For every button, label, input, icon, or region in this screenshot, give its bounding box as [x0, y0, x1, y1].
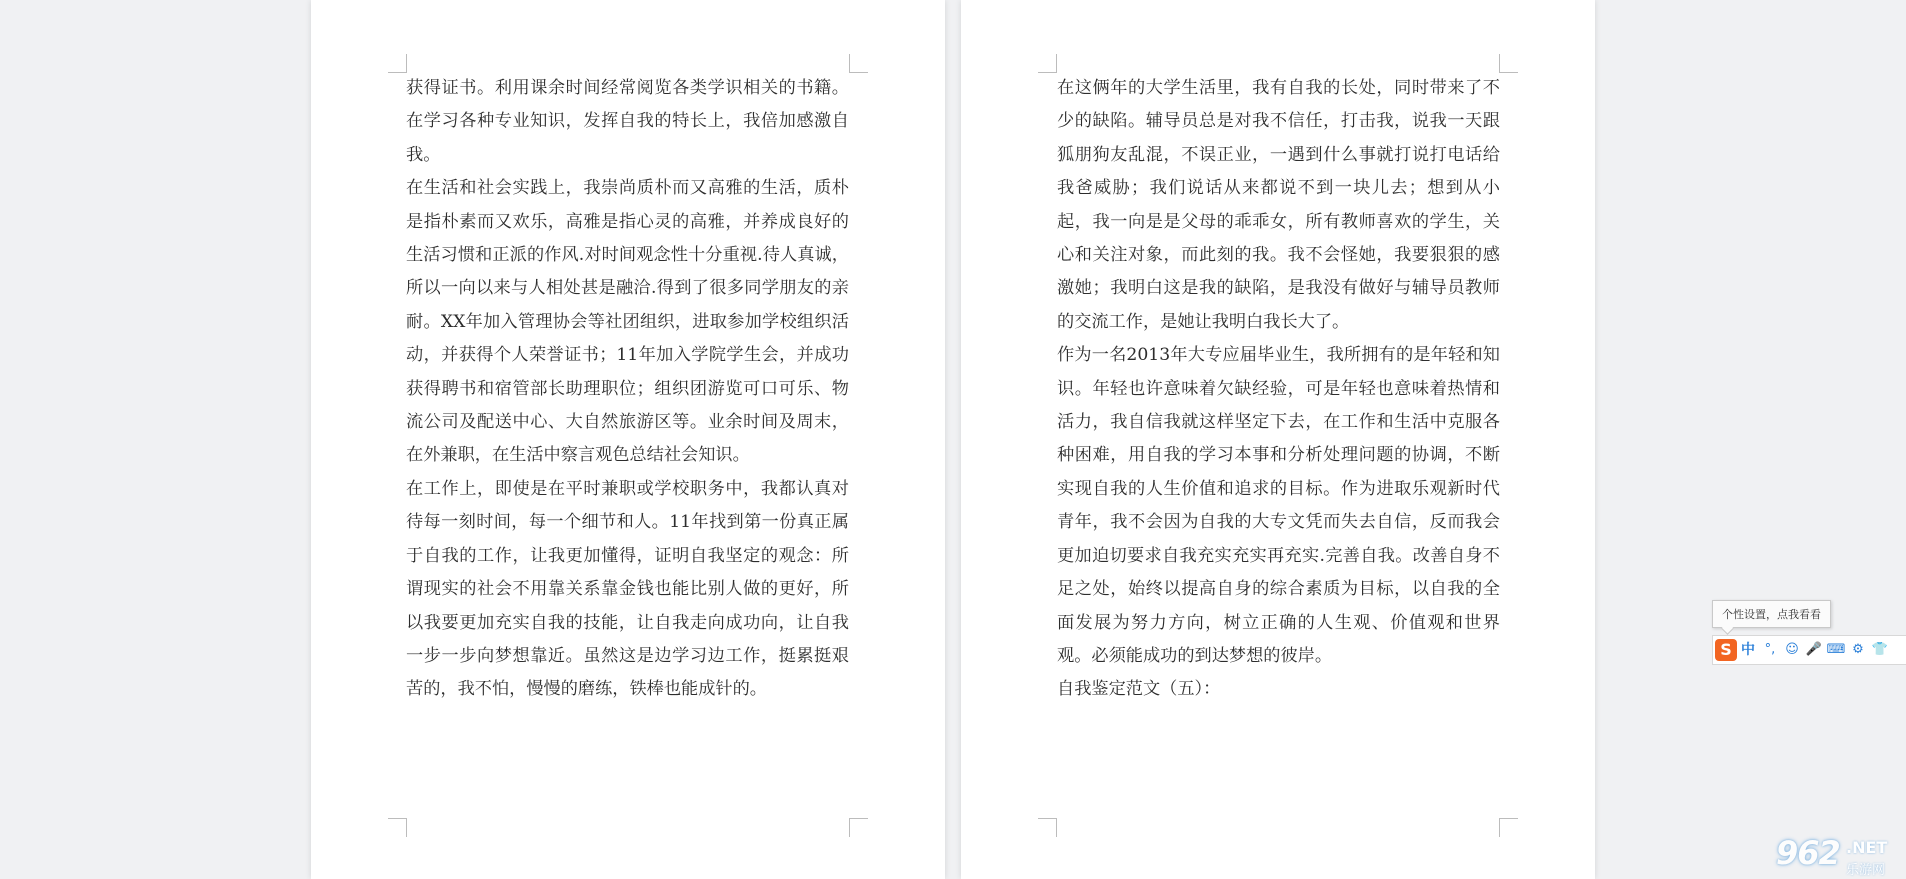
crop-mark-top-left: [1038, 54, 1057, 73]
page-text-area[interactable]: [406, 72, 849, 707]
document-page-right: [961, 0, 1595, 879]
ime-status-bar[interactable]: [1712, 635, 1906, 665]
paragraph: 在生活和社会实践上，我崇尚质朴而又高雅的生活，质朴是指朴素而又欢乐，高雅是指心灵的高雅，并养成良好的生活习惯和正派的作风.对时间观念性十分重视.待人真诚，所以一向以来与人相处甚是融洽.得到了很多同学朋友的亲耐。XX年加入管理协会等社团组织，进取参加学校组织活动，并获得个人荣誉证书；11年加入学院学生会，并成功获得聘书和宿管部长助理职位；组织团游览可口可乐、物流公司及配送中心、大自然旅游区等。业余时间及周末，在外兼职，在生活中察言观色总结社会知识。: [406, 178, 849, 466]
keyboard-icon[interactable]: ⌨: [1826, 642, 1846, 657]
toolbox-icon[interactable]: ⚙: [1852, 642, 1864, 657]
crop-mark-bottom-left: [1038, 818, 1057, 837]
paragraph: 在工作上，即使是在平时兼职或学校职务中，我都认真对待每一刻时间，每一个细节和人。11年找到第一份真正属于自我的工作，让我更加懂得，证明自我坚定的观念：所谓现实的社会不用靠关系靠金钱也能比别人做的更好，所以我要更加充实自我的技能，让自我走向成功向，让自我一步一步向梦想靠近。虽然这是边学习边工作，挺累挺艰苦的，我不怕，慢慢的磨练，铁棒也能成针的。: [406, 478, 849, 700]
ime-tooltip[interactable]: 个性设置，点我看看: [1712, 600, 1831, 628]
site-watermark: [1770, 834, 1906, 879]
crop-mark-top-right: [849, 54, 868, 73]
paragraph: 获得证书。利用课余时间经常阅览各类学识相关的书籍。在学习各种专业知识，发挥自我的特长上，我倍加感激自我。: [406, 78, 849, 165]
skin-icon[interactable]: 👕: [1871, 642, 1889, 657]
watermark-tagline: 乐游网: [1846, 863, 1886, 878]
crop-mark-top-right: [1499, 54, 1518, 73]
crop-mark-bottom-right: [849, 818, 868, 837]
watermark-suffix: .NET: [1846, 838, 1888, 857]
microphone-icon[interactable]: 🎤: [1805, 642, 1823, 657]
crop-mark-bottom-left: [388, 818, 407, 837]
paragraph: 作为一名2013年大专应届毕业生，我所拥有的是年轻和知识。年轻也许意味着欠缺经验，可是年轻也意味着热情和活力，我自信我就这样坚定下去，在工作和生活中克服各种困难，用自我的学习本事和分析处理问题的协调，不断实现自我的人生价值和追求的目标。作为进取乐观新时代青年，我不会因为自我的大专文凭而失去自信，反而我会更加迫切要求自我充实充实再充实.完善自我。改善自身不足之处，始终以提高自身的综合素质为目标，以自我的全面发展为努力方向，树立正确的人生观、价值观和世界观。必须能成功的到达梦想的彼岸。: [1057, 345, 1500, 666]
crop-mark-bottom-right: [1499, 818, 1518, 837]
watermark-brand: 962: [1776, 834, 1840, 872]
punctuation-icon[interactable]: °,: [1764, 642, 1776, 657]
crop-mark-top-left: [388, 54, 407, 73]
emoji-icon[interactable]: ☺: [1785, 642, 1799, 657]
document-page-left: [311, 0, 945, 879]
section-heading: 自我鉴定范文（五）：: [1057, 679, 1221, 700]
paragraph: 在这俩年的大学生活里，我有自我的长处，同时带来了不少的缺陷。辅导员总是对我不信任，打击我，说我一天跟狐朋狗友乱混，不误正业，一遇到什么事就打说打电话给我爸威胁；我们说话从来都说不到一块儿去；想到从小起，我一向是是父母的乖乖女，所有教师喜欢的学生，关心和关注对象，而此刻的我。我不会怪她，我要狠狠的感激她；我明白这是我的缺陷，是我没有做好与辅导员教师的交流工作，是她让我明白我长大了。: [1057, 78, 1500, 332]
chinese-mode-icon[interactable]: 中: [1741, 642, 1755, 658]
page-text-area[interactable]: [1057, 72, 1500, 707]
sogou-logo-icon[interactable]: S: [1715, 639, 1737, 661]
